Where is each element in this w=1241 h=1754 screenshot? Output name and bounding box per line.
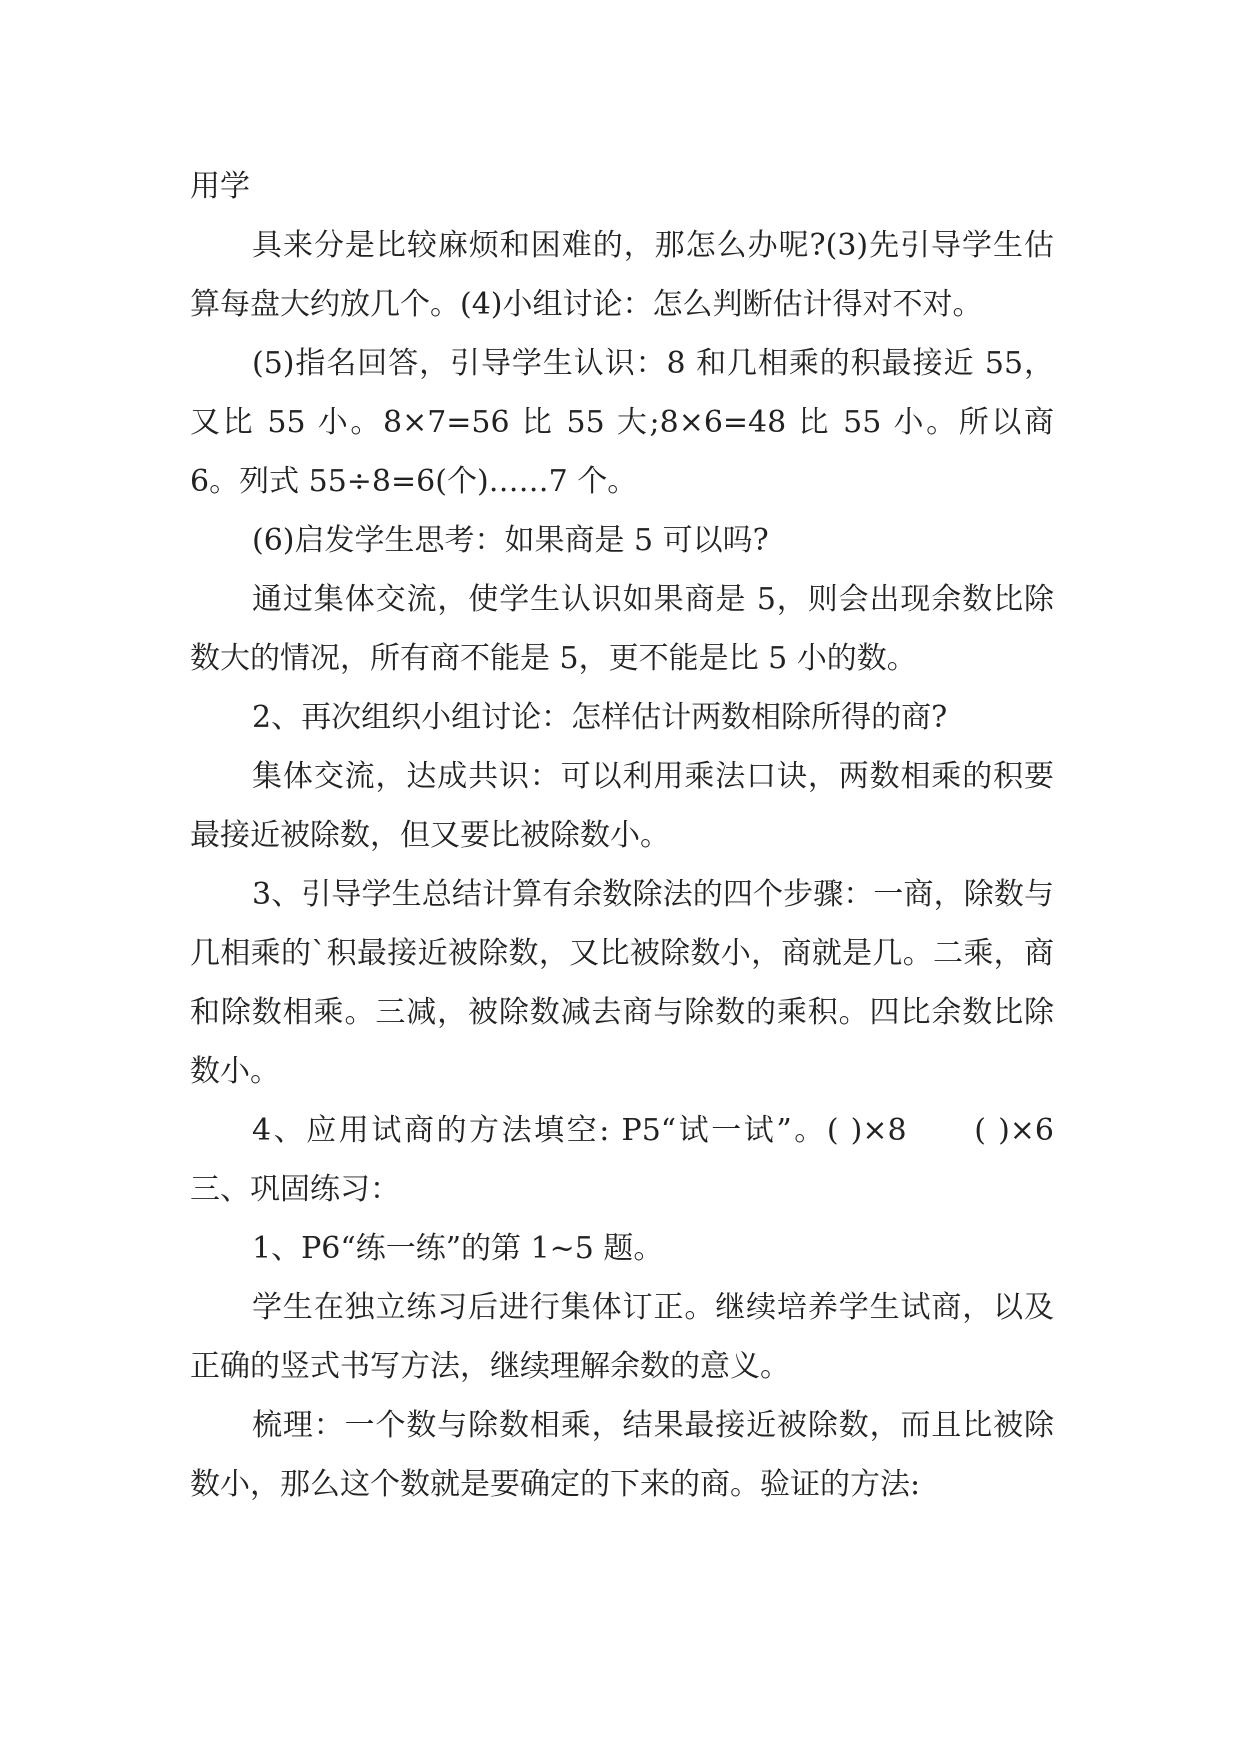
paragraph-8: 3、引导学生总结计算有余数除法的四个步骤：一商，除数与几相乘的`积最接近被除数，又比被除数小，商就是几。二乘，商和除数相乘。三减，被除数减去商与除数的乘积。四比余数比除数小。: [190, 877, 1054, 1089]
paragraph-9: 4、应用试商的方法填空: P5“试一试”。( )×8 ( )×6 三、巩固练习：: [190, 1113, 1114, 1207]
paragraph-2: 具来分是比较麻烦和困难的，那怎么办呢?(3)先引导学生估算每盘大约放几个。(4)小组讨论：怎么判断估计得对不对。: [190, 228, 1054, 322]
document-body: [190, 157, 1114, 1514]
paragraph-1: 用学: [190, 169, 250, 204]
paragraph-6: 2、再次组织小组讨论：怎样估计两数相除所得的商?: [252, 700, 948, 735]
paragraph-7: 集体交流，达成共识：可以利用乘法口诀，两数相乘的积要最接近被除数，但又要比被除数小。: [190, 759, 1054, 853]
paragraph-12: 梳理：一个数与除数相乘，结果最接近被除数，而且比被除数小，那么这个数就是要确定的下来的商。验证的方法:: [190, 1408, 1054, 1502]
paragraph-11: 学生在独立练习后进行集体订正。继续培养学生试商，以及正确的竖式书写方法，继续理解余数的意义。: [190, 1290, 1054, 1384]
paragraph-3: (5)指名回答，引导学生认识：8 和几相乘的积最接近 55，又比 55 小。8×7=56 比 55 大;8×6=48 比 55 小。所以商 6。列式 55÷8=6(个)……7 个。: [190, 346, 1054, 499]
paragraph-10: 1、P6“练一练”的第 1~5 题。: [252, 1231, 664, 1266]
paragraph-5: 通过集体交流，使学生认识如果商是 5，则会出现余数比除数大的情况，所有商不能是 5，更不能是比 5 小的数。: [190, 582, 1054, 676]
paragraph-4: (6)启发学生思考：如果商是 5 可以吗?: [252, 523, 769, 558]
